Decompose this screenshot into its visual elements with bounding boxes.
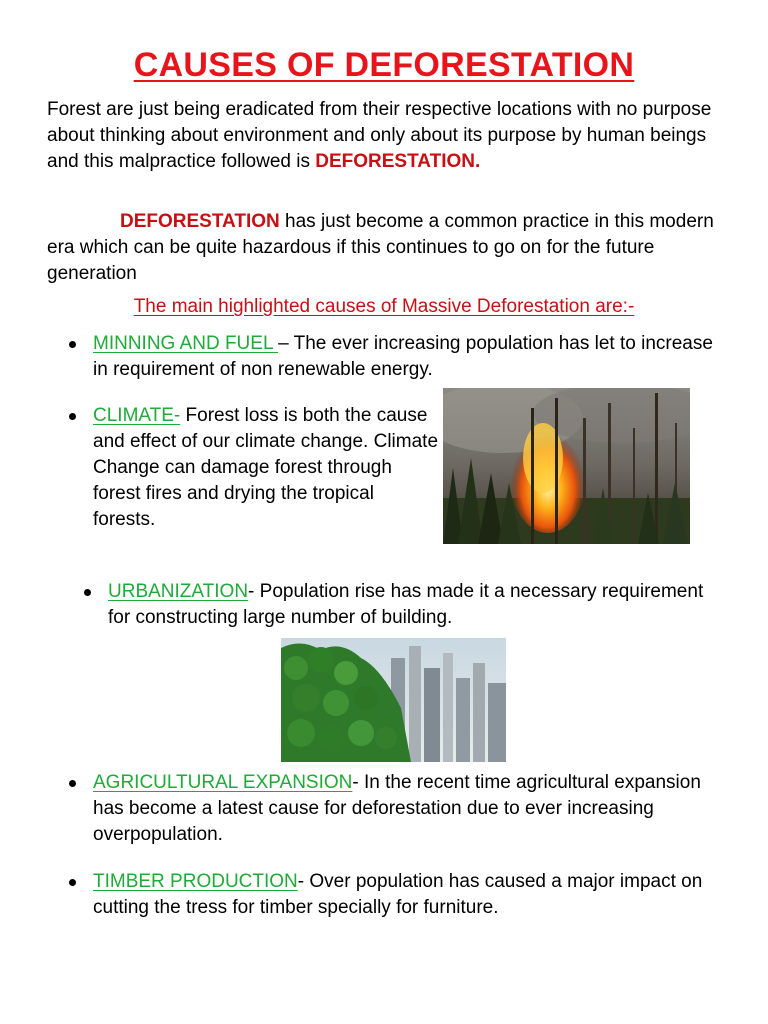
intro-highlight: DEFORESTATION. — [315, 151, 481, 172]
page-title: CAUSES OF DEFORESTATION — [133, 46, 635, 84]
causes-subheading: The main highlighted causes of Massive Deforestation are:- — [133, 296, 635, 317]
cause-separator: - — [248, 581, 260, 602]
forest-fire-image — [443, 388, 690, 544]
cause-name: CLIMATE- — [93, 405, 181, 426]
intro-paragraph — [47, 97, 737, 175]
bullet-icon — [69, 780, 76, 787]
bullet-icon — [84, 589, 91, 596]
cause-text: Over population has caused a major impact on cutting the tress for timber specially for furniture. — [93, 871, 703, 918]
cause-item-urbanization — [108, 579, 718, 631]
cause-item-climate — [93, 403, 438, 533]
cause-name: URBANIZATION — [108, 581, 249, 602]
cause-text: In the recent time agricultural expansion has become a latest cause for deforestation due to ever increasing overpopulation. — [93, 772, 701, 845]
cause-item-mining — [93, 331, 713, 383]
second-text: has just become a common practice in this modern era which can be quite hazardous if this continues to go on for the future generation — [47, 211, 714, 284]
cause-item-agriculture — [93, 770, 713, 848]
bullet-icon — [69, 413, 76, 420]
cause-text: Population rise has made it a necessary requirement for constructing large number of building. — [108, 581, 704, 628]
cause-name: AGRICULTURAL EXPANSION — [93, 772, 353, 793]
cause-separator: - — [297, 871, 310, 892]
cause-text: Forest loss is both the cause and effect of our climate change. Climate Change can damage forest through forest fires and drying the tropical forests. — [93, 405, 439, 530]
cause-item-timber — [93, 869, 713, 921]
cause-separator: – — [278, 333, 294, 354]
cause-text: The ever increasing population has let to increase in requirement of non renewable energy. — [93, 333, 713, 380]
bullet-icon — [69, 341, 76, 348]
bullet-icon — [69, 879, 76, 886]
forest-city-image — [281, 638, 506, 762]
cause-separator: - — [352, 772, 364, 793]
cause-name: MINNING AND FUEL — [93, 333, 279, 354]
second-highlight: DEFORESTATION — [120, 211, 280, 232]
second-paragraph — [47, 209, 737, 287]
intro-text: Forest are just being eradicated from their respective locations with no purpose about thinking about environment and only about its purpose by human beings and this malpractice followed is — [47, 99, 712, 172]
cause-name: TIMBER PRODUCTION — [93, 871, 298, 892]
